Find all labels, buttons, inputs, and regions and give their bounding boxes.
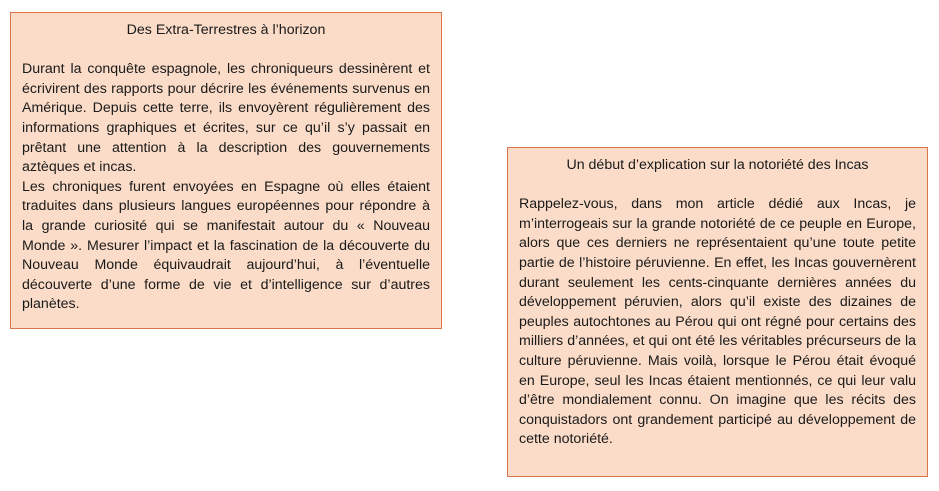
- text-box-extraterrestres: [10, 12, 442, 329]
- text-box-notoriete-incas: [507, 147, 928, 477]
- box-title: Des Extra-Terrestres à l’horizon: [126, 22, 326, 38]
- paragraph: Les chroniques furent envoyées en Espagne où elles étaient traduites dans plusieurs langues européennes pour répondre à la grande curiosité qui se manifestait autour du « Nouveau Monde ». Mesurer l’impact et la fascination de la découverte du Nouveau Monde équivaudrait aujourd’hui, à l’éventuelle découverte d’une forme de vie et d’intelligence sur d’autres planètes.: [22, 178, 430, 313]
- paragraph: Durant la conquête espagnole, les chroniqueurs dessinèrent et écrivirent des rapports pour décrire les événements survenus en Amérique. Depuis cette terre, ils envoyèrent régulièrement des informations graphiques et écrites, sur ce qu’il s’y passait en prêtant une attention à la description des gouvernements aztèques et incas.: [22, 61, 430, 176]
- box-title: Un début d’explication sur la notoriété des Incas: [566, 157, 869, 173]
- paragraph: Rappelez-vous, dans mon article dédié aux Incas, je m’interrogeais sur la grande notoriété de ce peuple en Europe, alors que ces derniers ne représentaient qu’une toute petite partie de l’histoire péruvienne. En effet, les Incas gouvernèrent durant seulement les cents-cinquante dernières années du développement péruvien, alors qu’il existe des dizaines de peuples autochtones au Pérou qui ont régné pour certains des milliers d’années, et qui ont été les véritables précurseurs de la culture péruvienne. Mais voilà, lorsque le Pérou était évoqué en Europe, seul les Incas étaient mentionnés, ce qui leur valu d’être mondialement connu. On imagine que les récits des conquistadors ont grandement participé au développement de cette notoriété.: [519, 196, 916, 448]
